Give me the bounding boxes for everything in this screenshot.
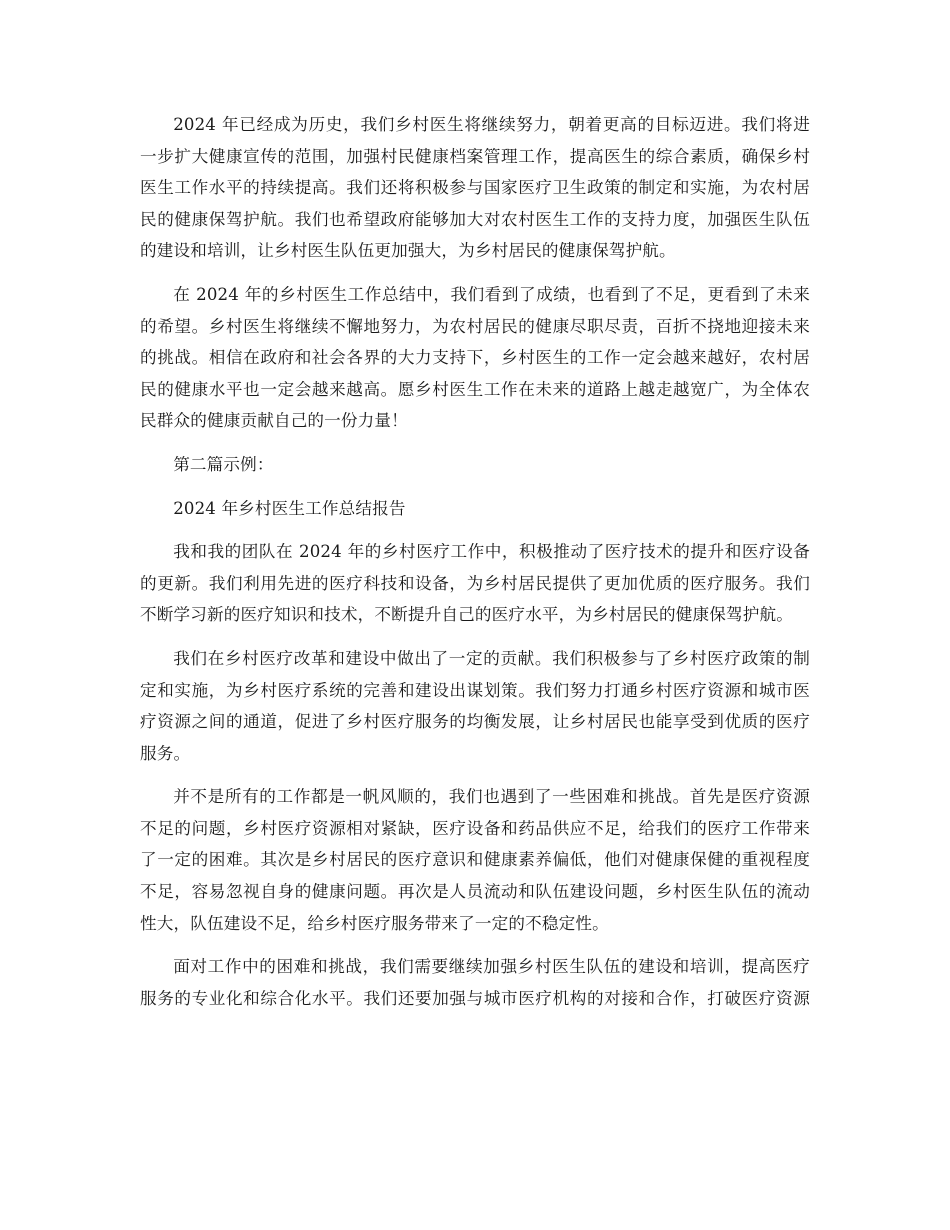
paragraph-line: 不足，容易忽视自身的健康问题。再次是人员流动和队伍建设问题，乡村医生队伍的流动 [140,882,810,902]
paragraph-line: 民群众的健康贡献自己的一份力量！ [140,411,408,431]
paragraph-line: 在 2024 年的乡村医生工作总结中，我们看到了成绩，也看到了不足，更看到了未来 [173,284,810,304]
paragraph [140,449,810,481]
paragraph-line: 服务的专业化和综合化水平。我们还要加强与城市医疗机构的对接和合作，打破医疗资源 [140,988,810,1008]
paragraph-line: 服务。 [140,743,191,763]
paragraph-line: 的更新。我们利用先进的医疗科技和设备，为乡村居民提供了更加优质的医疗服务。我们 [140,573,810,593]
paragraph-line: 我和我的团队在 2024 年的乡村医疗工作中，积极推动了医疗技术的提升和医疗设备 [173,542,810,562]
paragraph-line: 不断学习新的医疗知识和技术，不断提升自己的医疗水平，为乡村居民的健康保驾护航。 [140,605,794,625]
paragraph-line: 民的健康水平也一定会越来越高。愿乡村医生工作在未来的道路上越走越宽广，为全体农 [140,379,810,399]
paragraph [140,109,810,267]
paragraph-line: 的挑战。相信在政府和社会各界的大力支持下，乡村医生的工作一定会越来越好，农村居 [140,348,810,368]
paragraph-line: 一步扩大健康宣传的范围，加强村民健康档案管理工作，提高医生的综合素质，确保乡村 [140,146,810,166]
paragraph-line: 定和实施，为乡村医疗系统的完善和建设出谋划策。我们努力打通乡村医疗资源和城市医 [140,680,810,700]
paragraph-line: 了一定的困难。其次是乡村居民的医疗意识和健康素养偏低，他们对健康保健的重视程度 [140,850,810,870]
paragraph [140,279,810,437]
paragraph-line: 我们在乡村医疗改革和建设中做出了一定的贡献。我们积极参与了乡村医疗政策的制 [173,648,810,668]
paragraph-line: 面对工作中的困难和挑战，我们需要继续加强乡村医生队伍的建设和培训，提高医疗 [173,957,810,977]
paragraph [140,951,810,1014]
paragraph [140,643,810,769]
paragraph-line: 医生工作水平的持续提高。我们还将积极参与国家医疗卫生政策的制定和实施，为农村居 [140,178,810,198]
document-body [140,109,810,1026]
paragraph-line: 2024 年已经成为历史，我们乡村医生将继续努力，朝着更高的目标迈进。我们将进 [173,115,810,134]
paragraph [140,536,810,631]
paragraph-line: 疗资源之间的通道，促进了乡村医疗服务的均衡发展，让乡村居民也能享受到优质的医疗 [140,712,810,732]
paragraph-line: 不足的问题，乡村医疗资源相对紧缺，医疗设备和药品供应不足，给我们的医疗工作带来 [140,818,810,838]
paragraph-line: 的建设和培训，让乡村医生队伍更加强大，为乡村居民的健康保驾护航。 [140,241,676,261]
paragraph-line: 第二篇示例： [173,454,274,474]
paragraph-line: 的希望。乡村医生将继续不懈地努力，为农村居民的健康尽职尽责，百折不挠地迎接未来 [140,316,810,336]
paragraph-line: 性大，队伍建设不足，给乡村医疗服务带来了一定的不稳定性。 [140,913,609,933]
paragraph-line: 2024 年乡村医生工作总结报告 [173,498,406,518]
paragraph-line: 并不是所有的工作都是一帆风顺的，我们也遇到了一些困难和挑战。首先是医疗资源 [173,787,810,807]
paragraph-line: 民的健康保驾护航。我们也希望政府能够加大对农村医生工作的支持力度，加强医生队伍 [140,209,810,229]
paragraph [140,493,810,525]
paragraph [140,781,810,939]
